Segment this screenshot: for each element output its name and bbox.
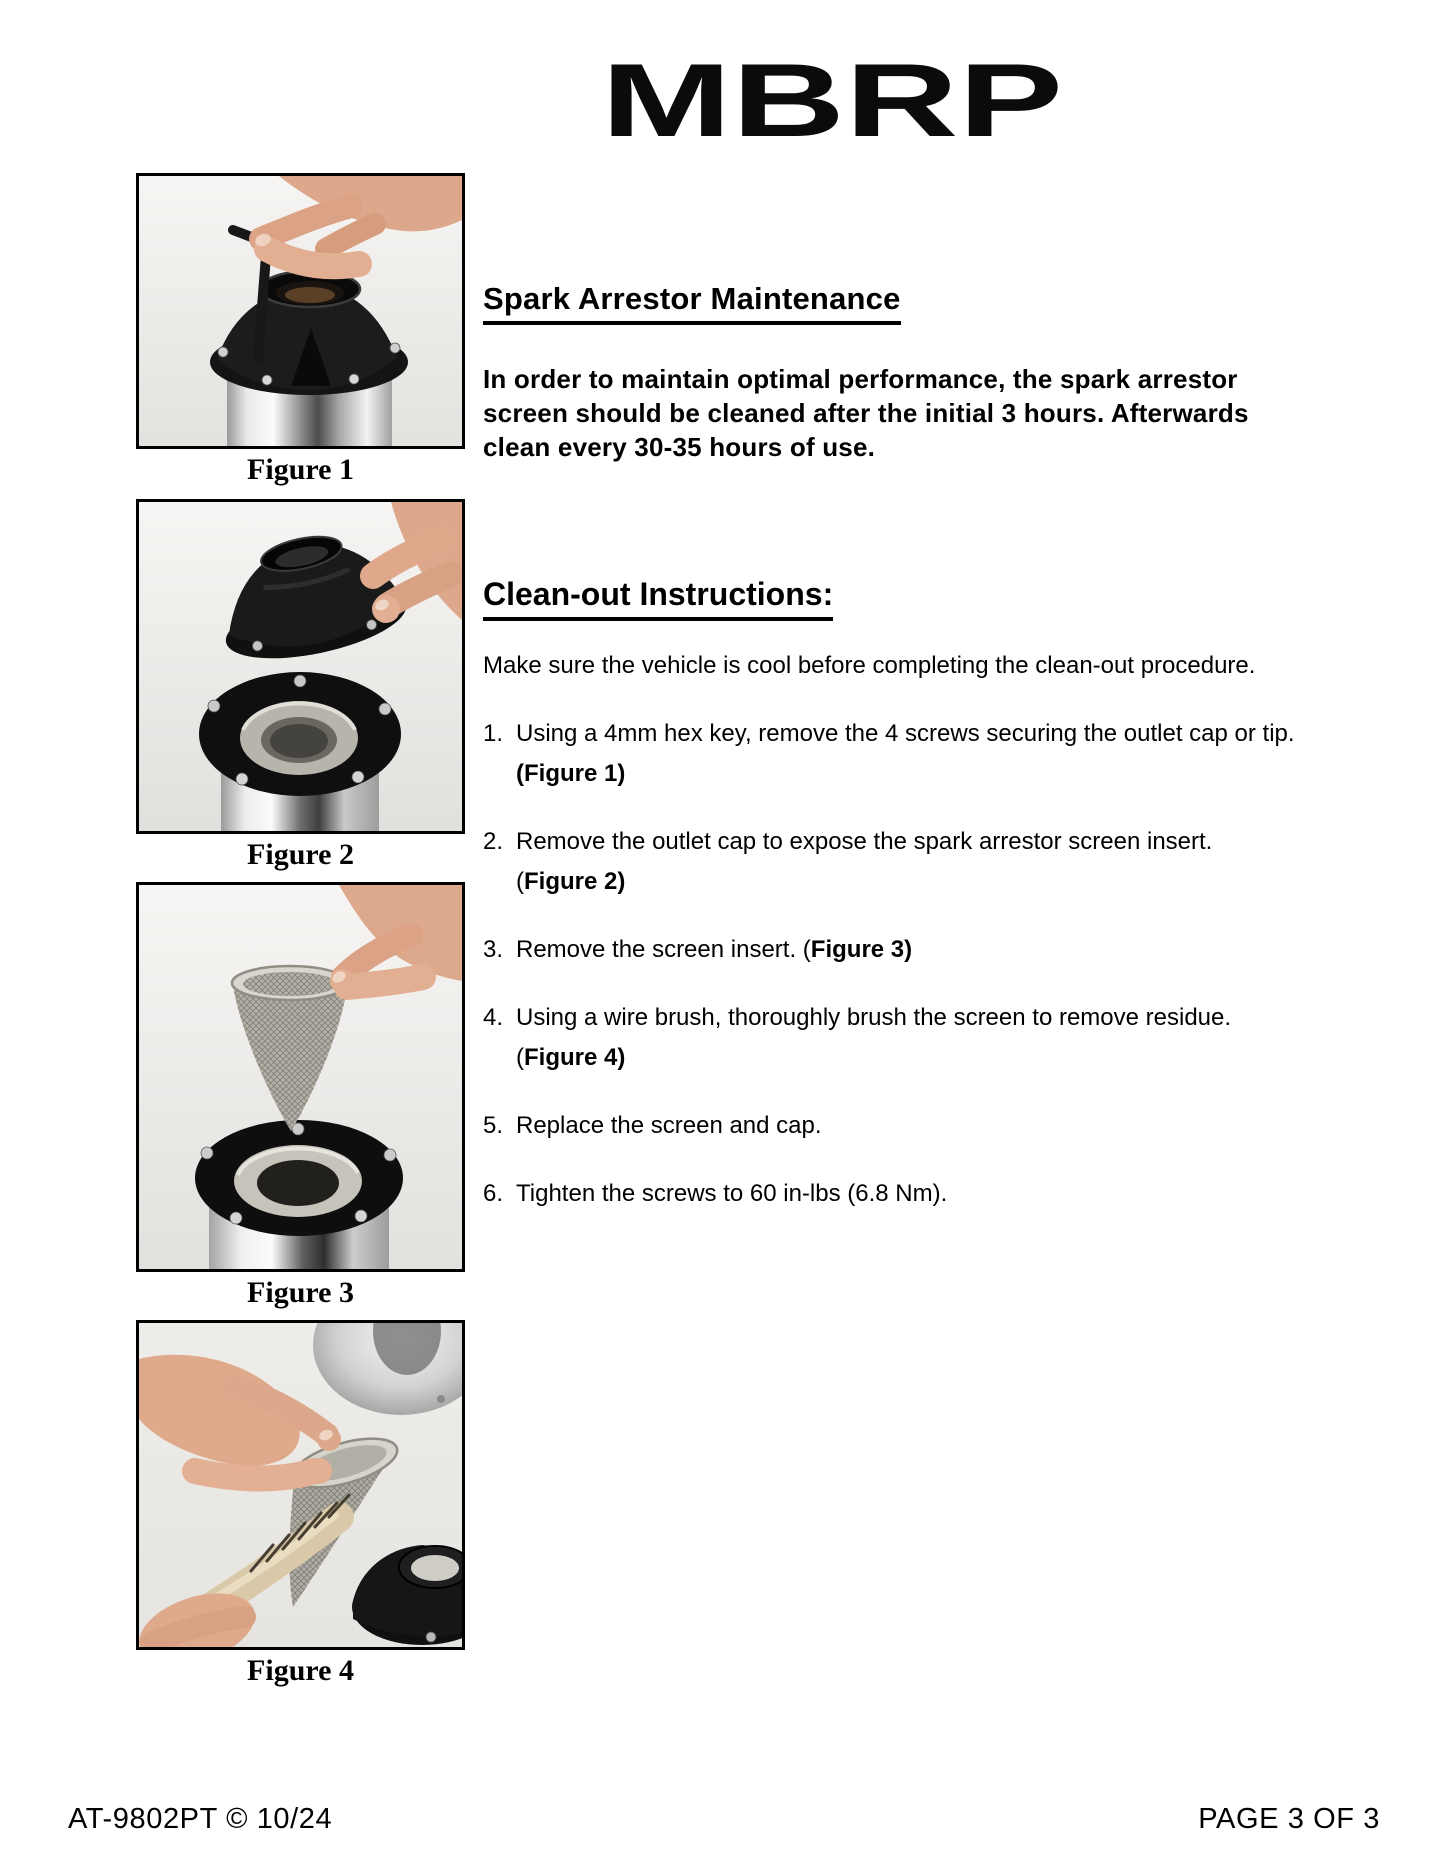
step-1 [483, 714, 1403, 794]
intro-line-1: In order to maintain optimal performance, the spark arrestor [483, 364, 1238, 394]
hex-key-photo-illustration [139, 176, 462, 446]
page-number: PAGE 3 OF 3 [1198, 1803, 1380, 1835]
step-4-text: Using a wire brush, thoroughly brush the screen to remove residue. (Figure 4) [516, 1004, 1232, 1071]
figure-3 [136, 882, 465, 1309]
maintenance-intro-paragraph [483, 362, 1249, 464]
step-3-figure-ref: (Figure 3) [802, 936, 913, 963]
figure-4-caption: Figure 4 [247, 1654, 354, 1687]
step-1-text: Using a 4mm hex key, remove the 4 screws securing the outlet cap or tip. (Figure 1) [516, 720, 1295, 787]
step-5-number: 5. [483, 1112, 504, 1139]
figure-1-photo [136, 173, 465, 449]
step-5 [483, 1106, 1403, 1146]
figure-3-caption: Figure 3 [247, 1276, 354, 1309]
step-1-figure-ref: (Figure 1) [516, 760, 626, 787]
cleanout-title-text: Clean-out Instructions: [483, 576, 833, 621]
step-5-text: Replace the screen and cap. [516, 1112, 822, 1139]
maintenance-section-title [483, 281, 901, 325]
step-4-number: 4. [483, 1004, 504, 1031]
precaution-text: Make sure the vehicle is cool before completing the clean-out procedure. [483, 652, 1256, 679]
step-2-text: Remove the outlet cap to expose the spark arrestor screen insert. (Figure 2) [516, 828, 1213, 895]
mbrp-logo-text: MBRP [601, 50, 1063, 150]
step-2-figure-ref: (Figure 2) [516, 868, 626, 895]
document-part-number: AT-9802PT © 10/24 [68, 1803, 333, 1835]
step-2 [483, 822, 1403, 902]
wire-brush-photo-illustration [139, 1323, 462, 1647]
cleanout-steps-list [483, 714, 1403, 1242]
step-3-number: 3. [483, 936, 504, 963]
screen-insert-photo-illustration [139, 885, 462, 1269]
step-4-figure-ref: (Figure 4) [516, 1044, 626, 1071]
step-6-text: Tighten the screws to 60 in-lbs (6.8 Nm). [516, 1180, 948, 1207]
figure-2-photo [136, 499, 465, 834]
step-1-number: 1. [483, 720, 504, 747]
figure-2 [136, 499, 465, 871]
figure-4 [136, 1320, 465, 1687]
step-3 [483, 930, 1403, 970]
mbrp-logo-icon [601, 50, 1071, 150]
figure-2-caption: Figure 2 [247, 838, 354, 871]
step-4 [483, 998, 1403, 1078]
intro-line-2: screen should be cleaned after the initial 3 hours. Afterwards [483, 398, 1249, 428]
intro-line-3: clean every 30-35 hours of use. [483, 432, 876, 462]
figure-4-photo [136, 1320, 465, 1650]
mbrp-logo [601, 50, 1071, 150]
step-6 [483, 1174, 1403, 1214]
figure-1 [136, 173, 465, 486]
step-6-number: 6. [483, 1180, 504, 1207]
cap-removal-photo-illustration [139, 502, 462, 831]
step-3-text: Remove the screen insert. (Figure 3) [516, 936, 913, 963]
maintenance-title-text: Spark Arrestor Maintenance [483, 281, 901, 325]
cleanout-section-title [483, 576, 833, 621]
figure-1-caption: Figure 1 [247, 453, 354, 486]
step-2-number: 2. [483, 828, 504, 855]
figure-3-photo [136, 882, 465, 1272]
